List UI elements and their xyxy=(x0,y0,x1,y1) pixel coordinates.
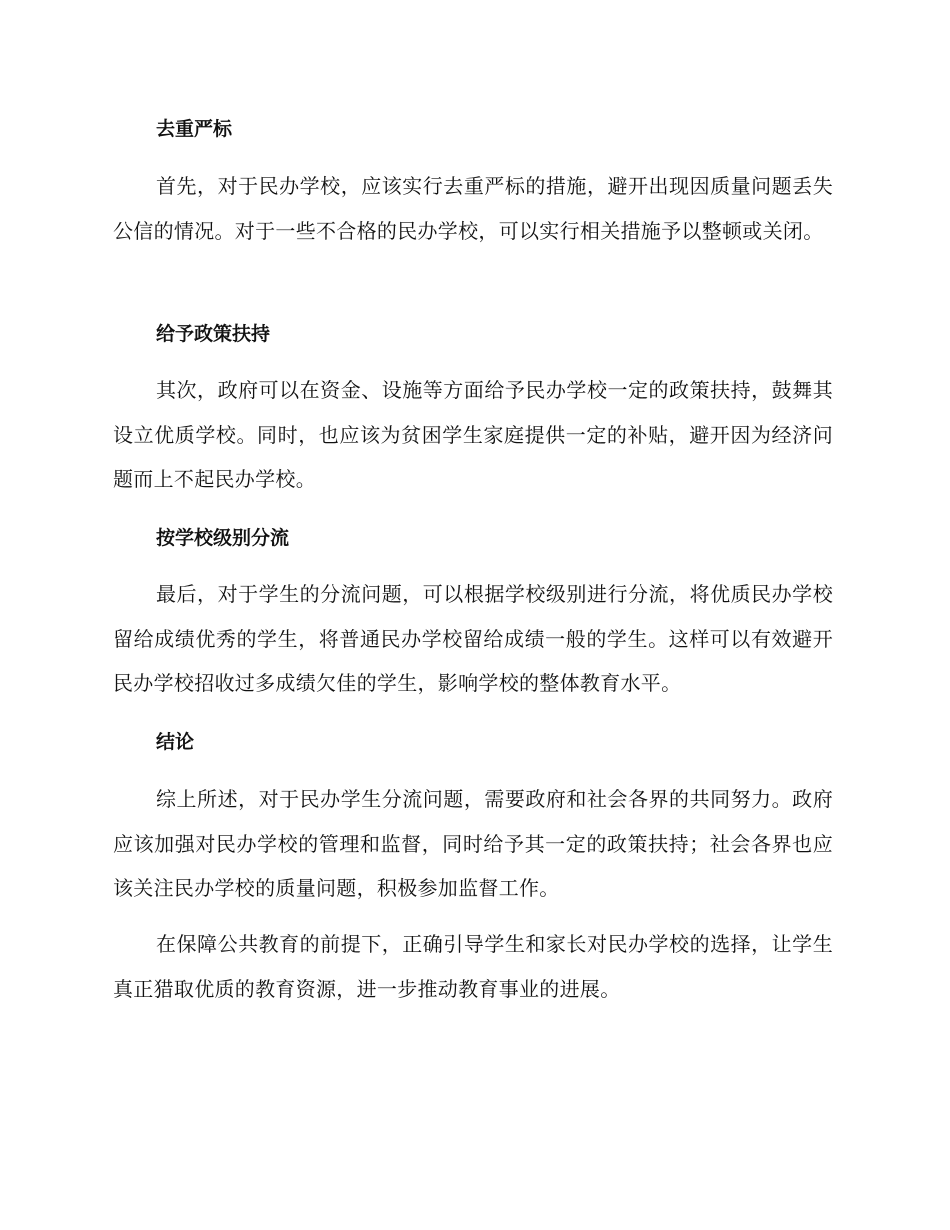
section-paragraph-policy-support: 其次，政府可以在资金、设施等方面给予民办学校一定的政策扶持，鼓舞其设立优质学校。同时，也应该为贫困学生家庭提供一定的补贴，避开因为经济问题而上不起民办学校。 xyxy=(113,378,833,491)
section-paragraph-deduplication: 首先，对于民办学校，应该实行去重严标的措施，避开出现因质量问题丢失公信的情况。对于一些不合格的民办学校，可以实行相关措施予以整顿或关闭。 xyxy=(113,174,833,243)
section-heading-tiered-streaming: 按学校级别分流 xyxy=(156,527,290,549)
section-heading-policy-support: 给予政策扶持 xyxy=(156,323,271,345)
closing-paragraph: 在保障公共教育的前提下，正确引导学生和家长对民办学校的选择，让学生真正猎取优质的教育资源，进一步推动教育事业的进展。 xyxy=(113,932,833,1001)
section-heading-deduplication: 去重严标 xyxy=(156,118,233,140)
section-paragraph-tiered-streaming: 最后，对于学生的分流问题，可以根据学校级别进行分流，将优质民办学校留给成绩优秀的学生，将普通民办学校留给成绩一般的学生。这样可以有效避开民办学校招收过多成绩欠佳的学生，影响学校的整体教育水平。 xyxy=(113,582,833,695)
section-paragraph-conclusion: 综上所述，对于民办学生分流问题，需要政府和社会各界的共同努力。政府应该加强对民办学校的管理和监督，同时给予其一定的政策扶持；社会各界也应该关注民办学校的质量问题，积极参加监督工作。 xyxy=(113,787,833,900)
section-heading-conclusion: 结论 xyxy=(156,731,195,753)
